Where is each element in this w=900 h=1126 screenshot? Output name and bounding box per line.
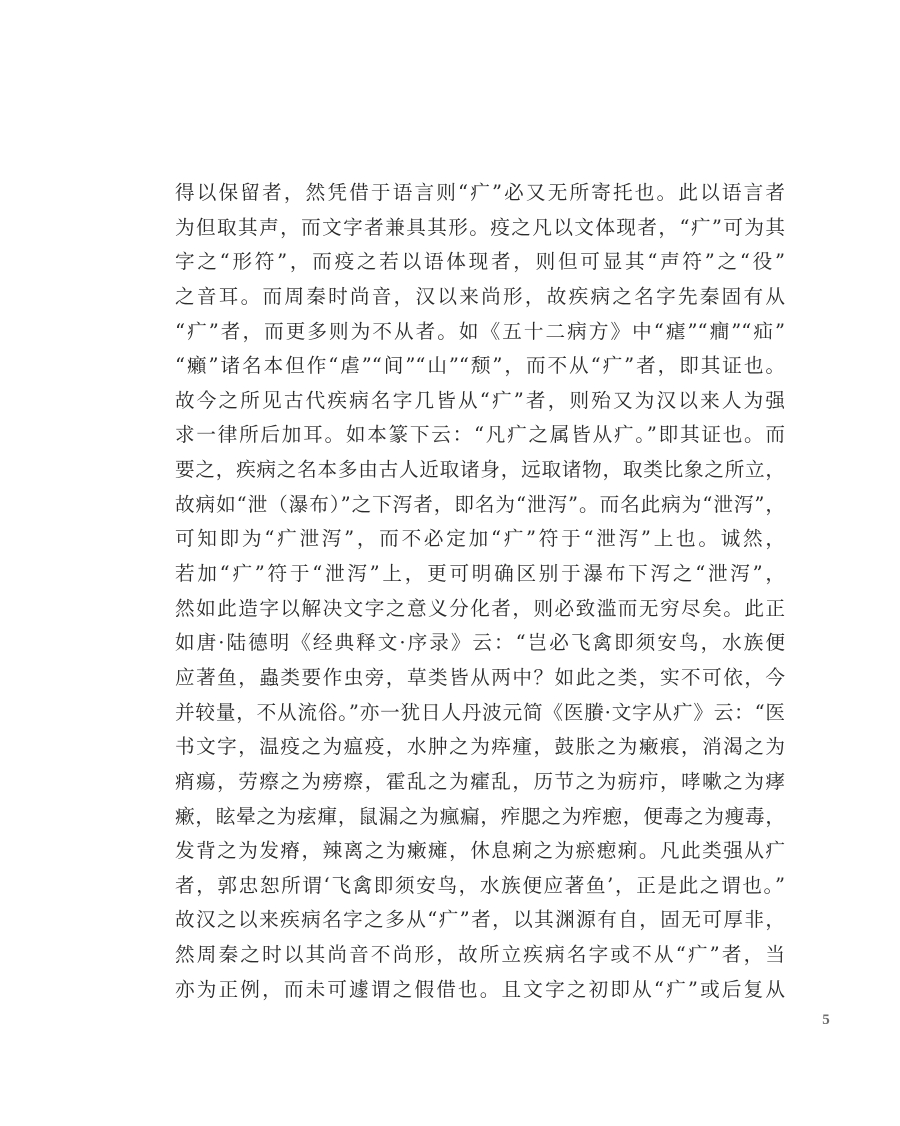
text-line: 得以保留者，然凭借于语言则“疒”必又无所寄托也。此以语言者 bbox=[175, 181, 785, 204]
text-line: 然如此造字以解决文字之意义分化者，则必致滥而无穷尽矣。此正 bbox=[175, 596, 785, 620]
text-line: 若加“疒”符于“泄泻”上，更可明确区别于瀑布下泻之“泄泻”， bbox=[175, 562, 785, 586]
text-line: 可知即为“疒泄泻”，而不必定加“疒”符于“泄泻”上也。诚然， bbox=[175, 527, 785, 551]
text-line: “疒”者，而更多则为不从者。如《五十二病方》中“瘧”“癎”“疝” bbox=[175, 319, 785, 343]
text-line: 字之“形符”，而疫之若以语体现者，则但可显其“声符”之“役” bbox=[175, 250, 785, 274]
text-line: 者，郭忠恕所谓‘飞禽即须安鸟，水族便应著鱼’，正是此之谓也。” bbox=[175, 873, 785, 897]
text-line: 痟瘍，劳瘵之为痨瘵，霍乱之为癨乱，历节之为疬疖，哮嗽之为痚 bbox=[175, 769, 785, 793]
body-text bbox=[175, 176, 785, 1007]
text-line: 书文字，温疫之为瘟疫，水肿之为疩瘇，鼓胀之为瘷痮，消渴之为 bbox=[175, 735, 785, 759]
text-line: 瘶，眩晕之为痃瘒，鼠漏之为瘋瘺，痄腮之为痄瘛，便毒之为瘦毒， bbox=[175, 804, 785, 828]
text-line: 发背之为发瘠，辣离之为瘷瘫，休息痢之为瘀瘛痢。凡此类强从疒 bbox=[175, 839, 785, 863]
text-line: 故病如“泄（瀑布）”之下泻者，即名为“泄泻”。而名此病为“泄泻”， bbox=[175, 492, 785, 516]
text-line: 要之，疾病之名本多由古人近取诸身，远取诸物，取类比象之所立， bbox=[175, 458, 785, 482]
text-line: 为但取其声，而文字者兼具其形。疫之凡以文体现者，“疒”可为其 bbox=[175, 215, 785, 239]
text-line: “癩”诸名本但作“虐”“间”“山”“颓”，而不从“疒”者，即其证也。 bbox=[175, 354, 785, 378]
text-line: 然周秦之时以其尚音不尚形，故所立疾病名字或不从“疒”者，当 bbox=[175, 943, 785, 967]
text-line: 如唐·陆德明《经典释文·序录》云：“岂必飞禽即须安鸟，水族便 bbox=[175, 631, 785, 655]
text-line: 故汉之以来疾病名字之多从“疒”者，以其渊源有自，固无可厚非， bbox=[175, 908, 785, 932]
text-line: 亦为正例，而未可遽谓之假借也。且文字之初即从“疒”或后复从 bbox=[175, 977, 785, 1001]
text-line: 故今之所见古代疾病名字几皆从“疒”者，则殆又为汉以来人为强 bbox=[175, 388, 785, 412]
text-line: 应著鱼，蟲类要作虫旁，草类皆从两中？如此之类，实不可依，今 bbox=[175, 665, 785, 689]
text-line: 并较量，不从流俗。”亦一犹日人丹波元简《医賸·文字从疒》云：“医 bbox=[175, 700, 785, 724]
text-line: 求一律所后加耳。如本篆下云：“凡疒之属皆从疒。”即其证也。而 bbox=[175, 423, 785, 447]
page-number: 5 bbox=[822, 1012, 830, 1028]
text-line: 之音耳。而周秦时尚音，汉以来尚形，故疾病之名字先秦固有从 bbox=[175, 284, 785, 308]
